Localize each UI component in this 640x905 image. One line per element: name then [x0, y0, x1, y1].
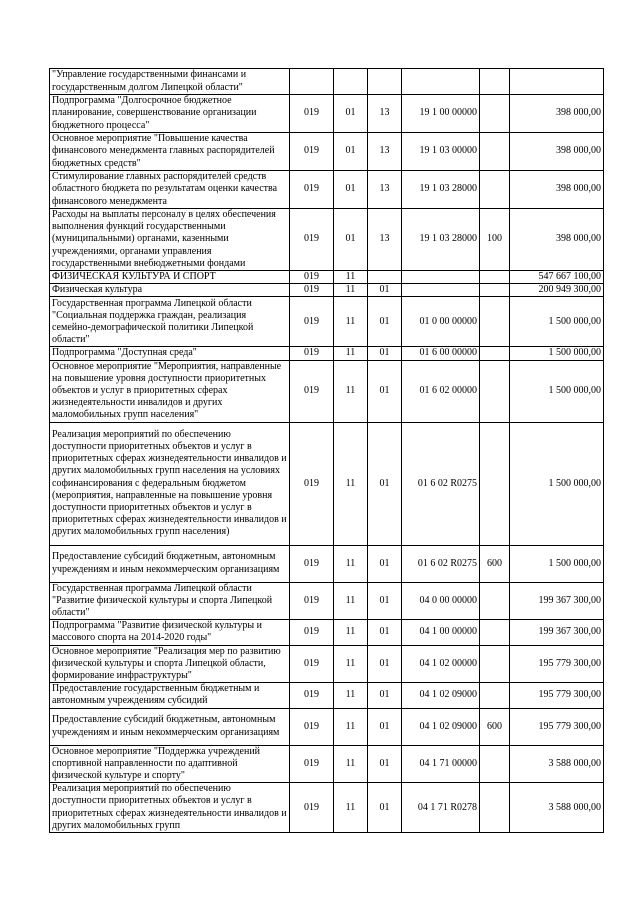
- row-celevaya-statya-cell: 04 0 00 00000: [402, 582, 480, 620]
- row-razdel-cell: 11: [334, 271, 368, 284]
- row-podrazdel-cell: [368, 69, 402, 95]
- table-row: [50, 133, 604, 171]
- row-razdel-cell: 01: [334, 133, 368, 171]
- row-glava-cell: 019: [290, 783, 334, 833]
- table-row: [50, 171, 604, 209]
- row-vid-rashodov-cell: [480, 171, 510, 209]
- row-celevaya-statya-cell: 01 0 00 00000: [402, 297, 480, 347]
- row-vid-rashodov-cell: [480, 745, 510, 783]
- row-glava-cell: 019: [290, 708, 334, 745]
- row-glava-cell: 019: [290, 133, 334, 171]
- table-row: [50, 422, 604, 545]
- row-podrazdel-cell: 13: [368, 209, 402, 271]
- row-summa-cell: 398 000,00: [510, 95, 604, 133]
- table-row: [50, 582, 604, 620]
- row-glava-cell: 019: [290, 271, 334, 284]
- row-celevaya-statya-cell: 01 6 00 00000: [402, 347, 480, 360]
- row-vid-rashodov-cell: [480, 783, 510, 833]
- row-podrazdel-cell: 01: [368, 297, 402, 347]
- row-podrazdel-cell: 01: [368, 422, 402, 545]
- row-name-cell: Физическая культура: [50, 284, 290, 297]
- row-celevaya-statya-cell: 04 1 71 R0278: [402, 783, 480, 833]
- row-glava-cell: 019: [290, 582, 334, 620]
- row-celevaya-statya-cell: 19 1 03 28000: [402, 209, 480, 271]
- row-celevaya-statya-cell: 04 1 02 00000: [402, 645, 480, 683]
- row-celevaya-statya-cell: 01 6 02 00000: [402, 360, 480, 422]
- row-razdel-cell: 11: [334, 620, 368, 645]
- row-summa-cell: 398 000,00: [510, 209, 604, 271]
- row-name-cell: Расходы на выплаты персоналу в целях обеспечения выполнения функций государственными (муниципальными) органами, казенными учреждениями, органами управления государственными внебюджетными фондами: [50, 209, 290, 271]
- row-summa-cell: 195 779 300,00: [510, 645, 604, 683]
- row-name-cell: Предоставление государственным бюджетным и автономным учреждениям субсидий: [50, 683, 290, 708]
- row-podrazdel-cell: 13: [368, 133, 402, 171]
- table-row: [50, 69, 604, 95]
- budget-table-body: [50, 69, 604, 833]
- row-name-cell: Предоставление субсидий бюджетным, автономным учреждениям и иным некоммерческим организациям: [50, 708, 290, 745]
- row-vid-rashodov-cell: 600: [480, 545, 510, 582]
- row-summa-cell: 195 779 300,00: [510, 708, 604, 745]
- row-summa-cell: [510, 69, 604, 95]
- row-glava-cell: 019: [290, 645, 334, 683]
- row-glava-cell: 019: [290, 422, 334, 545]
- row-podrazdel-cell: 01: [368, 745, 402, 783]
- row-glava-cell: 019: [290, 209, 334, 271]
- row-celevaya-statya-cell: 04 1 71 00000: [402, 745, 480, 783]
- table-row: [50, 683, 604, 708]
- row-glava-cell: 019: [290, 745, 334, 783]
- row-summa-cell: 3 588 000,00: [510, 745, 604, 783]
- row-vid-rashodov-cell: [480, 95, 510, 133]
- row-glava-cell: 019: [290, 347, 334, 360]
- row-podrazdel-cell: 01: [368, 683, 402, 708]
- row-podrazdel-cell: 01: [368, 620, 402, 645]
- table-row: [50, 271, 604, 284]
- row-summa-cell: 199 367 300,00: [510, 582, 604, 620]
- row-name-cell: Подпрограмма "Доступная среда": [50, 347, 290, 360]
- row-vid-rashodov-cell: [480, 133, 510, 171]
- row-summa-cell: 398 000,00: [510, 171, 604, 209]
- row-name-cell: Государственная программа Липецкой области "Социальная поддержка граждан, реализация семейно-демографической политики Липецкой области": [50, 297, 290, 347]
- row-summa-cell: 195 779 300,00: [510, 683, 604, 708]
- row-celevaya-statya-cell: 01 6 02 R0275: [402, 545, 480, 582]
- row-podrazdel-cell: 13: [368, 171, 402, 209]
- row-name-cell: Стимулирование главных распорядителей средств областного бюджета по результатам оценки качества финансового менеджмента: [50, 171, 290, 209]
- row-razdel-cell: 11: [334, 645, 368, 683]
- table-row: [50, 708, 604, 745]
- row-razdel-cell: 11: [334, 347, 368, 360]
- row-podrazdel-cell: 13: [368, 95, 402, 133]
- table-row: [50, 745, 604, 783]
- row-vid-rashodov-cell: [480, 683, 510, 708]
- row-celevaya-statya-cell: [402, 271, 480, 284]
- row-vid-rashodov-cell: [480, 422, 510, 545]
- row-glava-cell: 019: [290, 545, 334, 582]
- row-name-cell: Основное мероприятие "Поддержка учреждений спортивной направленности по адаптивной физической культуре и спорту": [50, 745, 290, 783]
- row-summa-cell: 1 500 000,00: [510, 422, 604, 545]
- row-name-cell: Основное мероприятие "Реализация мер по развитию физической культуры и спорта Липецкой области, формирование инфраструктуры": [50, 645, 290, 683]
- row-podrazdel-cell: 01: [368, 284, 402, 297]
- table-row: [50, 95, 604, 133]
- row-glava-cell: 019: [290, 683, 334, 708]
- row-razdel-cell: 11: [334, 297, 368, 347]
- row-glava-cell: 019: [290, 620, 334, 645]
- row-summa-cell: 1 500 000,00: [510, 297, 604, 347]
- row-podrazdel-cell: 01: [368, 582, 402, 620]
- row-razdel-cell: 11: [334, 545, 368, 582]
- row-vid-rashodov-cell: [480, 297, 510, 347]
- row-celevaya-statya-cell: [402, 284, 480, 297]
- row-razdel-cell: 11: [334, 783, 368, 833]
- row-glava-cell: 019: [290, 297, 334, 347]
- row-summa-cell: 1 500 000,00: [510, 545, 604, 582]
- row-name-cell: ФИЗИЧЕСКАЯ КУЛЬТУРА И СПОРТ: [50, 271, 290, 284]
- row-name-cell: Подпрограмма "Долгосрочное бюджетное планирование, совершенствование организации бюджетного процесса": [50, 95, 290, 133]
- row-name-cell: Основное мероприятие "Повышение качества финансового менеджмента главных распорядителей бюджетных средств": [50, 133, 290, 171]
- row-vid-rashodov-cell: [480, 645, 510, 683]
- row-razdel-cell: 11: [334, 582, 368, 620]
- row-celevaya-statya-cell: 04 1 02 09000: [402, 708, 480, 745]
- row-name-cell: Основное мероприятие "Мероприятия, направленные на повышение уровня доступности приоритетных объектов и услуг в приоритетных сферах жизнедеятельности инвалидов и других маломобильных групп населения": [50, 360, 290, 422]
- row-vid-rashodov-cell: [480, 347, 510, 360]
- budget-table: [49, 68, 604, 833]
- row-celevaya-statya-cell: 04 1 02 09000: [402, 683, 480, 708]
- row-name-cell: "Управление государственными финансами и государственным долгом Липецкой области": [50, 69, 290, 95]
- row-summa-cell: 547 667 100,00: [510, 271, 604, 284]
- row-celevaya-statya-cell: 19 1 00 00000: [402, 95, 480, 133]
- row-podrazdel-cell: 01: [368, 347, 402, 360]
- row-vid-rashodov-cell: 100: [480, 209, 510, 271]
- row-razdel-cell: 11: [334, 708, 368, 745]
- row-razdel-cell: [334, 69, 368, 95]
- row-vid-rashodov-cell: 600: [480, 708, 510, 745]
- row-summa-cell: 200 949 300,00: [510, 284, 604, 297]
- row-name-cell: Предоставление субсидий бюджетным, автономным учреждениям и иным некоммерческим организациям: [50, 545, 290, 582]
- row-celevaya-statya-cell: 01 6 02 R0275: [402, 422, 480, 545]
- row-celevaya-statya-cell: 19 1 03 00000: [402, 133, 480, 171]
- row-vid-rashodov-cell: [480, 620, 510, 645]
- row-podrazdel-cell: 01: [368, 545, 402, 582]
- row-celevaya-statya-cell: 04 1 00 00000: [402, 620, 480, 645]
- row-summa-cell: 3 588 000,00: [510, 783, 604, 833]
- row-summa-cell: 1 500 000,00: [510, 360, 604, 422]
- table-row: [50, 645, 604, 683]
- row-name-cell: Реализация мероприятий по обеспечению доступности приоритетных объектов и услуг в приоритетных сферах жизнедеятельности инвалидов и других маломобильных групп: [50, 783, 290, 833]
- row-glava-cell: 019: [290, 284, 334, 297]
- table-row: [50, 783, 604, 833]
- table-row: [50, 620, 604, 645]
- row-razdel-cell: 11: [334, 745, 368, 783]
- table-row: [50, 297, 604, 347]
- row-name-cell: Реализация мероприятий по обеспечению доступности приоритетных объектов и услуг в приоритетных сферах жизнедеятельности инвалидов и других маломобильных групп населения на условиях софинансирования с федеральным бюджетом (мероприятия, направленные на повышение уровня доступности приоритетных объектов и услуг в приоритетных сферах жизнедеятельности инвалидов и других маломобильных групп населения): [50, 422, 290, 545]
- row-podrazdel-cell: [368, 271, 402, 284]
- table-row: [50, 360, 604, 422]
- row-glava-cell: [290, 69, 334, 95]
- row-razdel-cell: 11: [334, 360, 368, 422]
- row-razdel-cell: 01: [334, 95, 368, 133]
- row-celevaya-statya-cell: [402, 69, 480, 95]
- row-vid-rashodov-cell: [480, 284, 510, 297]
- row-celevaya-statya-cell: 19 1 03 28000: [402, 171, 480, 209]
- row-glava-cell: 019: [290, 360, 334, 422]
- row-podrazdel-cell: 01: [368, 783, 402, 833]
- row-razdel-cell: 01: [334, 209, 368, 271]
- row-glava-cell: 019: [290, 95, 334, 133]
- row-name-cell: Подпрограмма "Развитие физической культуры и массового спорта на 2014-2020 годы": [50, 620, 290, 645]
- row-summa-cell: 199 367 300,00: [510, 620, 604, 645]
- table-row: [50, 209, 604, 271]
- row-podrazdel-cell: 01: [368, 360, 402, 422]
- table-row: [50, 545, 604, 582]
- row-razdel-cell: 11: [334, 284, 368, 297]
- row-glava-cell: 019: [290, 171, 334, 209]
- row-podrazdel-cell: 01: [368, 708, 402, 745]
- row-razdel-cell: 11: [334, 422, 368, 545]
- row-podrazdel-cell: 01: [368, 645, 402, 683]
- row-name-cell: Государственная программа Липецкой области "Развитие физической культуры и спорта Липецкой области": [50, 582, 290, 620]
- row-razdel-cell: 11: [334, 683, 368, 708]
- row-vid-rashodov-cell: [480, 271, 510, 284]
- table-row: [50, 284, 604, 297]
- row-vid-rashodov-cell: [480, 360, 510, 422]
- row-vid-rashodov-cell: [480, 69, 510, 95]
- row-vid-rashodov-cell: [480, 582, 510, 620]
- row-summa-cell: 1 500 000,00: [510, 347, 604, 360]
- table-row: [50, 347, 604, 360]
- row-summa-cell: 398 000,00: [510, 133, 604, 171]
- row-razdel-cell: 01: [334, 171, 368, 209]
